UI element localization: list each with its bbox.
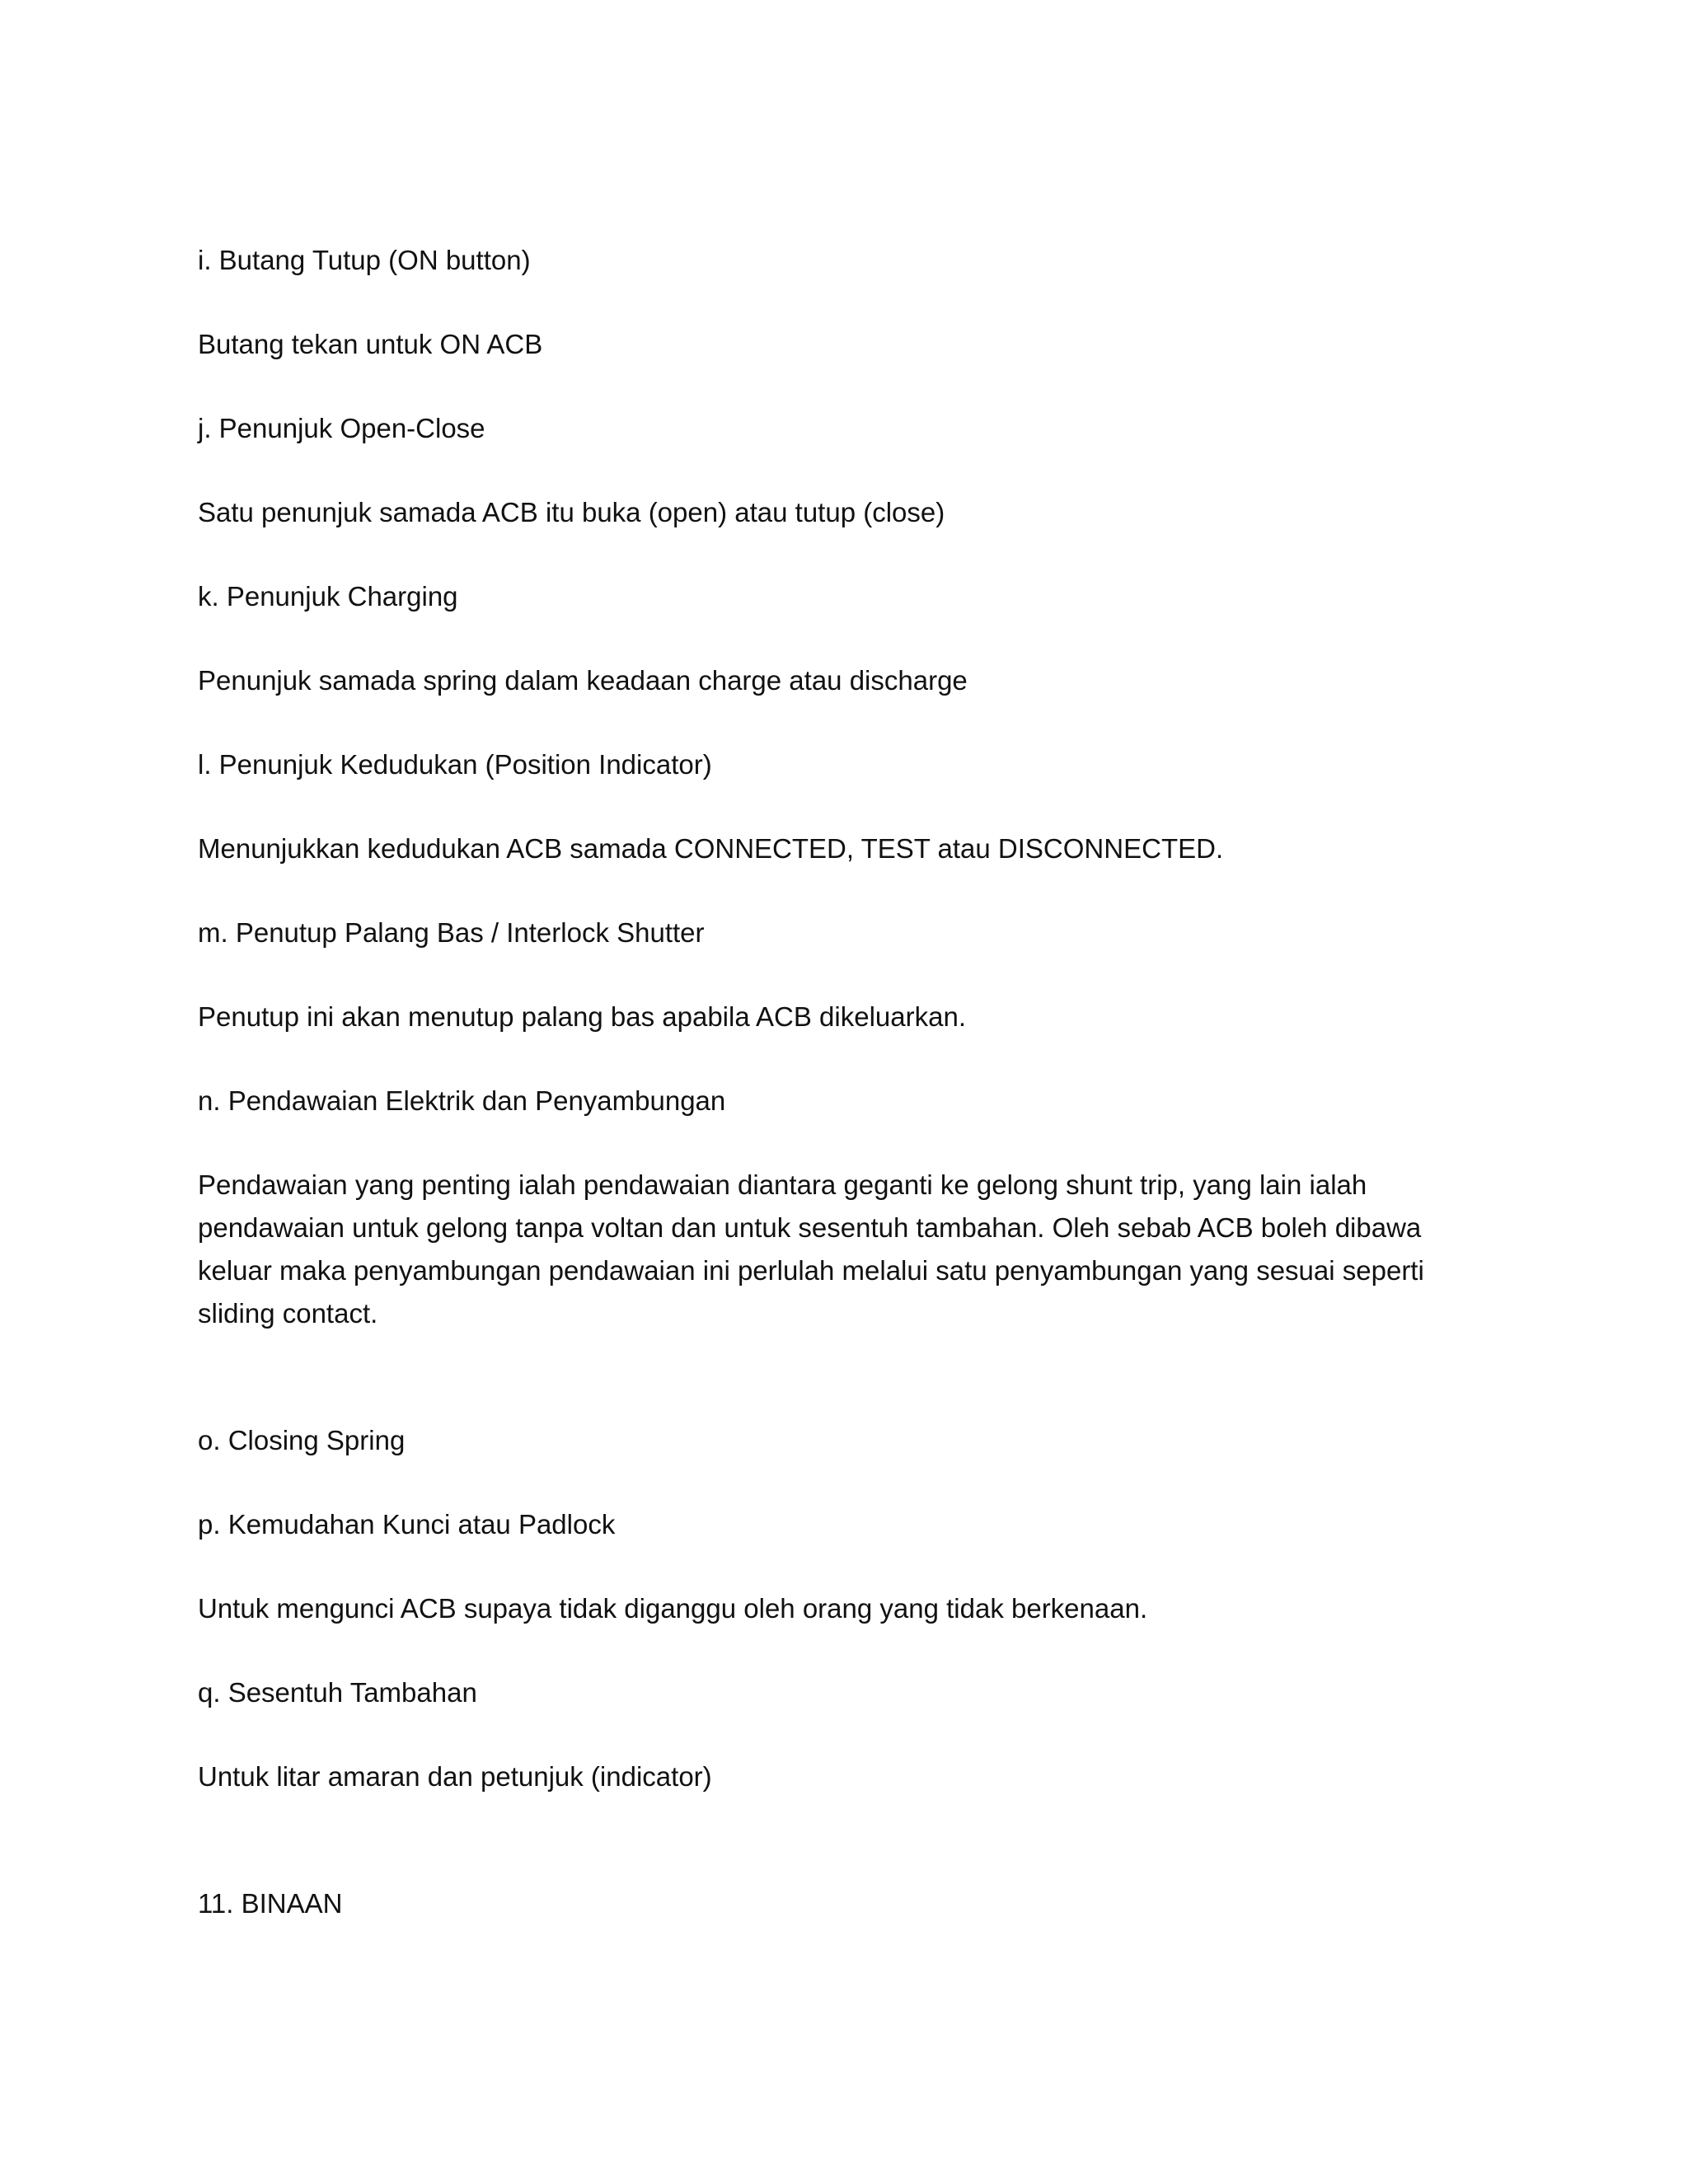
text-position-indicator-desc: Menunjukkan kedudukan ACB samada CONNECTED, TEST atau DISCONNECTED. bbox=[198, 833, 1224, 864]
heading-l-position-indicator: l. Penunjuk Kedudukan (Position Indicator) bbox=[198, 749, 712, 780]
text-interlock-shutter-desc: Penutup ini akan menutup palang bas apabila ACB dikeluarkan. bbox=[198, 1001, 966, 1032]
paragraph-line: Pendawaian yang penting ialah pendawaian diantara geganti ke gelong shunt trip, yang lain ialah bbox=[198, 1169, 1367, 1200]
text-auxiliary-contact-desc: Untuk litar amaran dan petunjuk (indicator) bbox=[198, 1761, 712, 1792]
paragraph-line: keluar maka penyambungan pendawaian ini perlulah melalui satu penyambungan yang sesuai seperti bbox=[198, 1255, 1424, 1286]
heading-o-closing-spring: o. Closing Spring bbox=[198, 1425, 406, 1455]
document-content bbox=[198, 239, 1467, 1925]
text-padlock-desc: Untuk mengunci ACB supaya tidak diganggu oleh orang yang tidak berkenaan. bbox=[198, 1593, 1148, 1624]
heading-q-auxiliary-contact: q. Sesentuh Tambahan bbox=[198, 1677, 477, 1708]
heading-k-charging: k. Penunjuk Charging bbox=[198, 581, 458, 612]
section-heading-binaan: 11. BINAAN bbox=[198, 1888, 343, 1919]
text-charging-desc: Penunjuk samada spring dalam keadaan charge atau discharge bbox=[198, 665, 968, 696]
text-on-button-desc: Butang tekan untuk ON ACB bbox=[198, 329, 543, 359]
heading-n-wiring: n. Pendawaian Elektrik dan Penyambungan bbox=[198, 1085, 726, 1116]
paragraph-wiring bbox=[198, 1164, 1467, 1335]
heading-m-interlock-shutter: m. Penutup Palang Bas / Interlock Shutter bbox=[198, 917, 705, 948]
paragraph-line: pendawaian untuk gelong tanpa voltan dan untuk sesentuh tambahan. Oleh sebab ACB boleh dibawa bbox=[198, 1212, 1422, 1243]
heading-i-on-button: i. Butang Tutup (ON button) bbox=[198, 245, 531, 275]
heading-j-open-close: j. Penunjuk Open-Close bbox=[198, 413, 485, 443]
paragraph-line: sliding contact. bbox=[198, 1298, 378, 1329]
heading-p-padlock: p. Kemudahan Kunci atau Padlock bbox=[198, 1509, 616, 1540]
text-open-close-desc: Satu penunjuk samada ACB itu buka (open) atau tutup (close) bbox=[198, 497, 945, 527]
